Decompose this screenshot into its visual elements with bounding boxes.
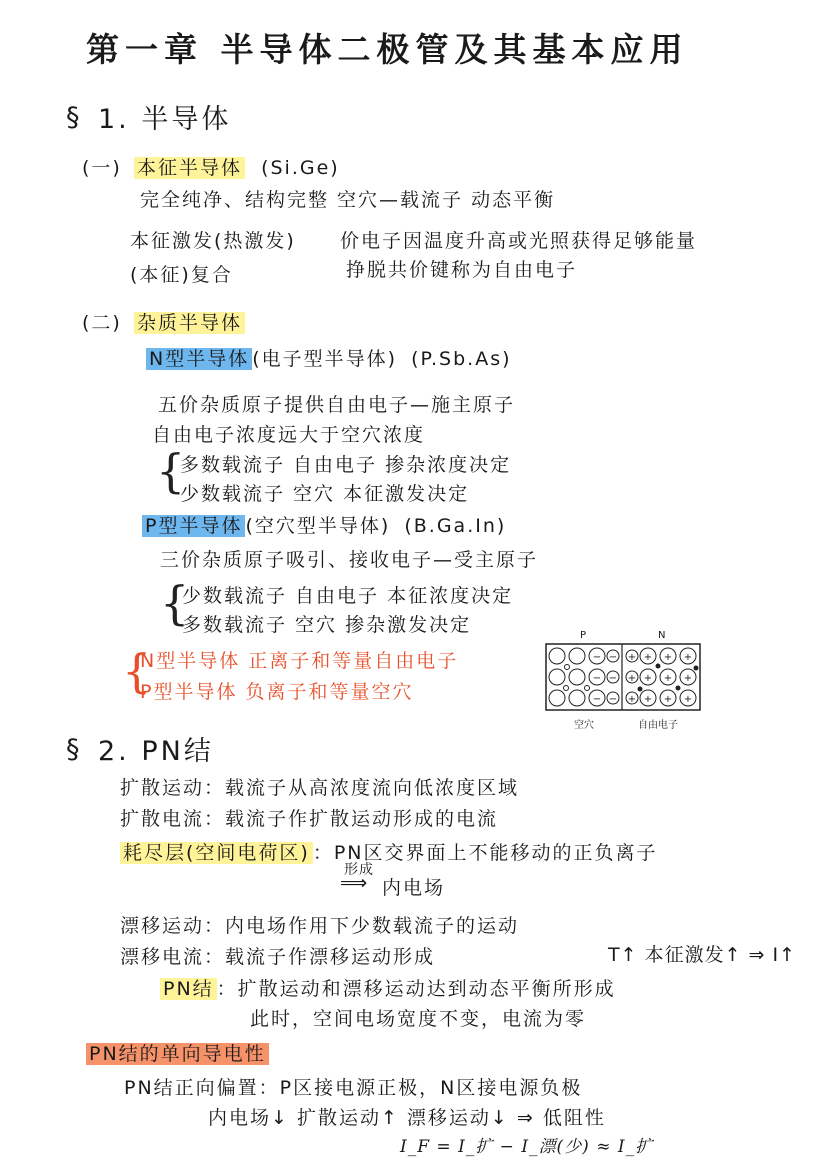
- svg-text:−: −: [592, 652, 602, 663]
- p-type-minority: 少数载流子 自由电子 本征浓度决定: [182, 585, 514, 607]
- forward-line-2: 内电场↓ 扩散运动↑ 漂移运动↓ ⇒ 低阻性: [208, 1107, 606, 1129]
- drift-note: T↑ 本征激发↑ ⇒ I↑: [608, 944, 797, 966]
- svg-text:+: +: [663, 673, 673, 684]
- svg-text:−: −: [592, 673, 602, 684]
- svg-text:+: +: [627, 694, 637, 705]
- summary-n-type: N型半导体 正离子和等量自由电子: [140, 650, 459, 672]
- brace-icon: {: [122, 644, 152, 698]
- intrinsic-excitation-desc: 价电子因温度升高或光照获得足够能量: [340, 230, 698, 252]
- intrinsic-excitation-desc-2: 挣脱共价键称为自由电子: [346, 259, 578, 281]
- diagram-hole-label: 空穴: [574, 720, 594, 731]
- n-type-majority: 多数载流子 自由电子 掺杂浓度决定: [180, 454, 512, 476]
- pn-junction-def: [160, 978, 616, 1001]
- svg-text:−: −: [592, 694, 602, 705]
- page-title: 第一章 半导体二极管及其基本应用: [86, 30, 689, 69]
- n-type-line-2: 自由电子浓度远大于空穴浓度: [152, 424, 426, 446]
- n-type-heading-text: N型半导体: [146, 348, 252, 370]
- diffusion-motion: 扩散运动：载流子从高浓度流向低浓度区域: [120, 777, 520, 799]
- forward-bias: PN结正向偏置：P区接电源正极，N区接电源负极: [124, 1077, 583, 1099]
- unidirectional-text: PN结的单向导电性: [86, 1043, 269, 1065]
- diagram-electron-label: 自由电子: [638, 720, 678, 731]
- intrinsic-heading: [134, 157, 340, 180]
- svg-text:+: +: [663, 694, 673, 705]
- impurity-heading: [134, 312, 245, 335]
- svg-text:−: −: [608, 694, 618, 705]
- diagram-p-label: P: [580, 630, 587, 641]
- section-2-title: 2. PN结: [98, 736, 214, 767]
- svg-text:+: +: [627, 652, 637, 663]
- forms-label: 形成: [344, 862, 374, 878]
- p-type-line-1: 三价杂质原子吸引、接收电子—受主原子: [160, 549, 539, 571]
- diagram-n-label: N: [658, 630, 666, 641]
- hole-icon: [564, 665, 590, 691]
- svg-text:−: −: [608, 652, 618, 663]
- unidirectional-heading: [86, 1043, 269, 1066]
- drift-motion: 漂移运动：内电场作用下少数载流子的运动: [120, 915, 520, 937]
- p-type-heading-rest: (空穴型半导体): [245, 515, 391, 537]
- subsection-number: (二): [82, 312, 122, 334]
- depletion-layer: [120, 842, 658, 865]
- p-type-heading: [142, 515, 506, 538]
- p-type-elements: (B.Ga.In): [404, 515, 507, 537]
- n-type-line-1: 五价杂质原子提供自由电子—施主原子: [158, 394, 516, 416]
- svg-text:+: +: [643, 694, 653, 705]
- current-formula: I_F = I_扩 − I_漂(少) ≈ I_扩: [400, 1137, 654, 1157]
- depletion-label: 耗尽层(空间电荷区): [120, 842, 313, 864]
- svg-text:+: +: [683, 652, 693, 663]
- depletion-rest: ：PN区交界面上不能移动的正负离子: [312, 842, 658, 864]
- pn-line-2: 此时，空间电场宽度不变，电流为零: [250, 1008, 587, 1030]
- n-type-heading-rest: (电子型半导体): [252, 348, 398, 370]
- svg-text:+: +: [643, 652, 653, 663]
- arrow-right-icon: ⟹: [340, 872, 368, 894]
- section-1-title: 1. 半导体: [98, 104, 232, 135]
- brace-icon: {: [160, 576, 190, 630]
- section-mark-icon: §: [66, 102, 83, 133]
- intrinsic-recombination-label: (本征)复合: [130, 264, 233, 286]
- pn-rest: ：扩散运动和漂移运动达到动态平衡所形成: [216, 978, 616, 1000]
- svg-text:−: −: [608, 673, 618, 684]
- impurity-heading-text: 杂质半导体: [134, 312, 245, 334]
- n-type-minority: 少数载流子 空穴 本征激发决定: [180, 483, 470, 505]
- internal-field: 内电场: [382, 877, 446, 899]
- brace-icon: {: [156, 444, 186, 498]
- diffusion-current: 扩散电流：载流子作扩散运动形成的电流: [120, 808, 499, 830]
- intrinsic-line-1: 完全纯净、结构完整 空穴—载流子 动态平衡: [140, 189, 556, 211]
- pn-junction-diagram: [544, 630, 704, 730]
- intrinsic-heading-text: 本征半导体: [134, 157, 245, 179]
- subsection-number: (一): [82, 157, 122, 179]
- intrinsic-materials: (Si.Ge): [261, 157, 340, 179]
- p-type-heading-text: P型半导体: [142, 515, 245, 537]
- p-type-majority: 多数载流子 空穴 掺杂激发决定: [182, 614, 472, 636]
- svg-text:+: +: [627, 673, 637, 684]
- svg-text:+: +: [683, 694, 693, 705]
- svg-text:+: +: [683, 673, 693, 684]
- diagram-grid: [544, 642, 704, 722]
- svg-text:+: +: [643, 673, 653, 684]
- svg-text:+: +: [663, 652, 673, 663]
- intrinsic-excitation-label: 本征激发(热激发): [130, 230, 296, 252]
- drift-current: 漂移电流：载流子作漂移运动形成: [120, 946, 436, 968]
- n-type-heading: [146, 348, 512, 371]
- summary-p-type: P型半导体 负离子和等量空穴: [140, 681, 414, 703]
- n-type-elements: (P.Sb.As): [411, 348, 512, 370]
- pn-label: PN结: [160, 978, 217, 1000]
- section-mark-icon: §: [66, 734, 83, 765]
